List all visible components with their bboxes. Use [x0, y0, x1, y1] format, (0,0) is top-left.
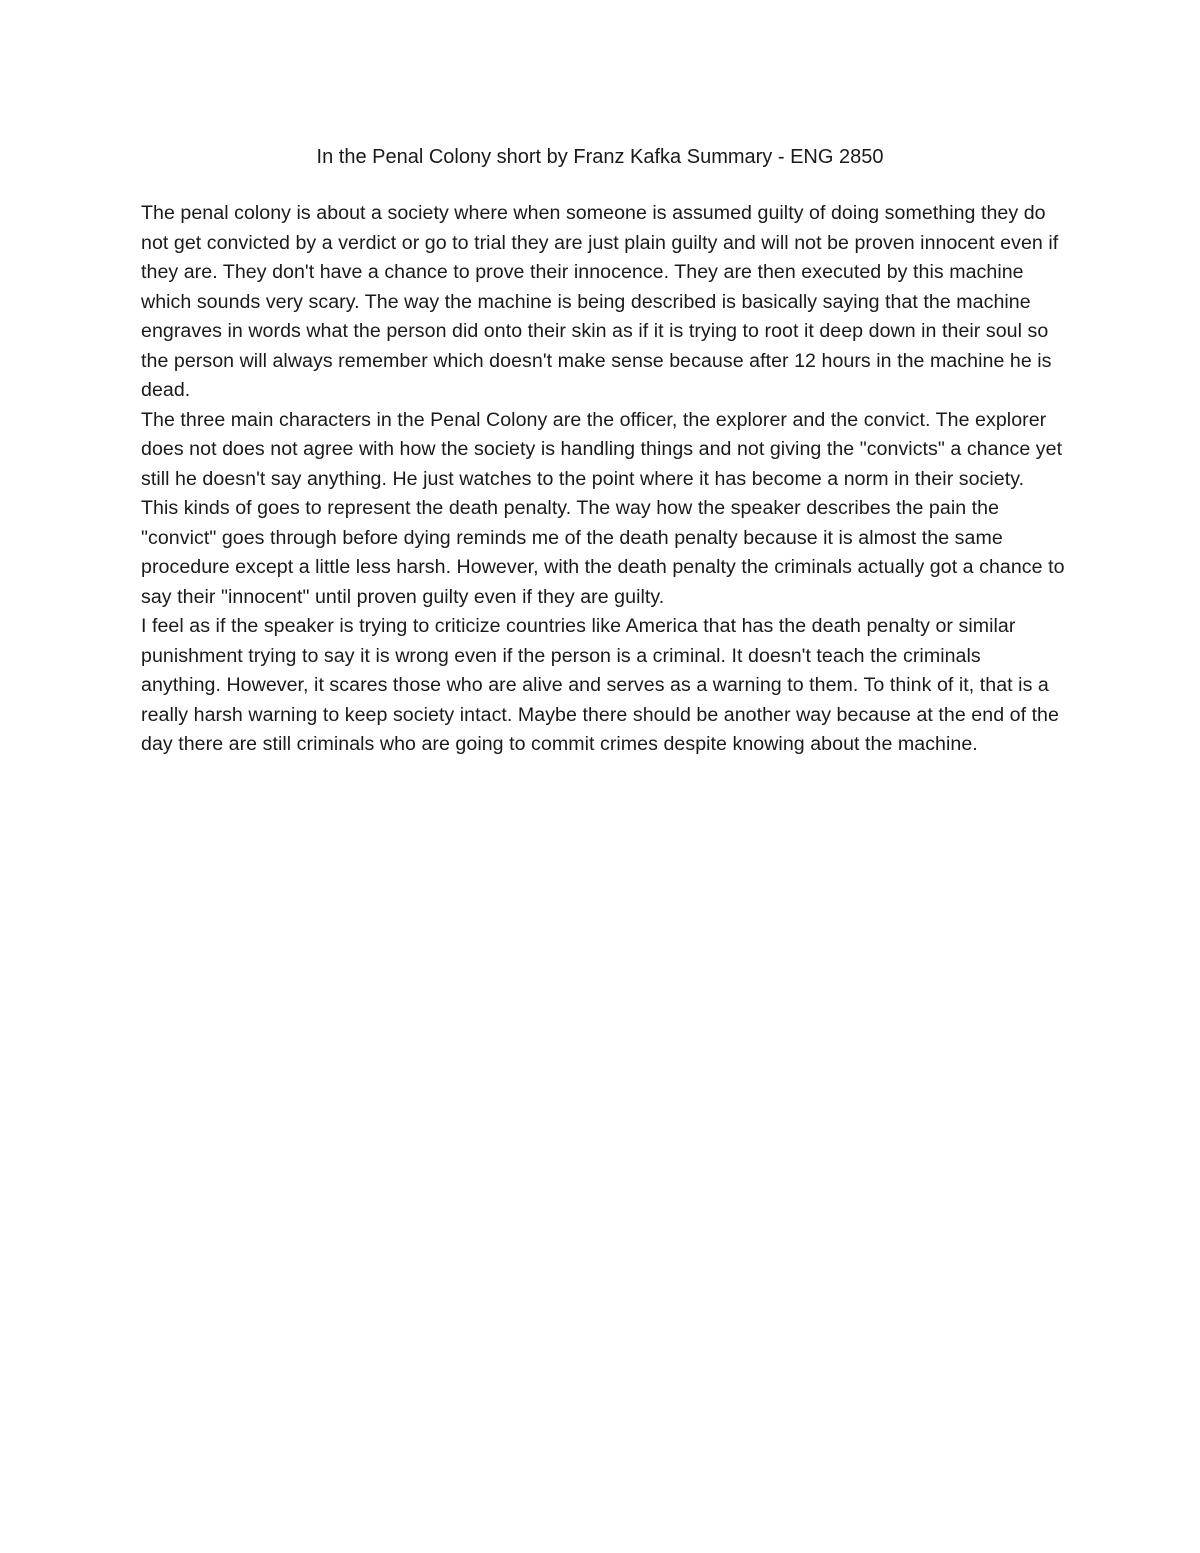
paragraph-1: The penal colony is about a society where when someone is assumed guilty of doing something they do not get convicted by a verdict or go to trial they are just plain guilty and will not be proven innocent even if they are. They don't have a chance to prove their innocence. They are then executed by this machine which sounds very scary. The way the machine is being described is basically saying that the machine engraves in words what the person did onto their skin as if it is trying to root it deep down in their soul so the person will always remember which doesn't make sense because after 12 hours in the machine he is dead. [141, 202, 1059, 401]
document-body [141, 199, 1066, 760]
document-title: In the Penal Colony short by Franz Kafka Summary - ENG 2850 [316, 146, 884, 168]
paragraph-2: The three main characters in the Penal Colony are the officer, the explorer and the convict. The explorer does not does not agree with how the society is handling things and not giving the "convicts" a chance yet still he doesn't say anything. He just watches to the point where it has become a norm in their society. This kinds of goes to represent the death penalty. The way how the speaker describes the pain the "convict" goes through before dying reminds me of the death penalty because it is almost the same procedure except a little less harsh. However, with the death penalty the criminals actually got a chance to say their "innocent" until proven guilty even if they are guilty. [141, 408, 1065, 608]
paragraph-3: I feel as if the speaker is trying to criticize countries like America that has the death penalty or similar punishment trying to say it is wrong even if the person is a criminal. It doesn't teach the criminals anything. However, it scares those who are alive and serves as a warning to them. To think of it, that is a really harsh warning to keep society intact. Maybe there should be another way because at the end of the day there are still criminals who are going to commit crimes despite knowing about the machine. [141, 615, 1059, 755]
